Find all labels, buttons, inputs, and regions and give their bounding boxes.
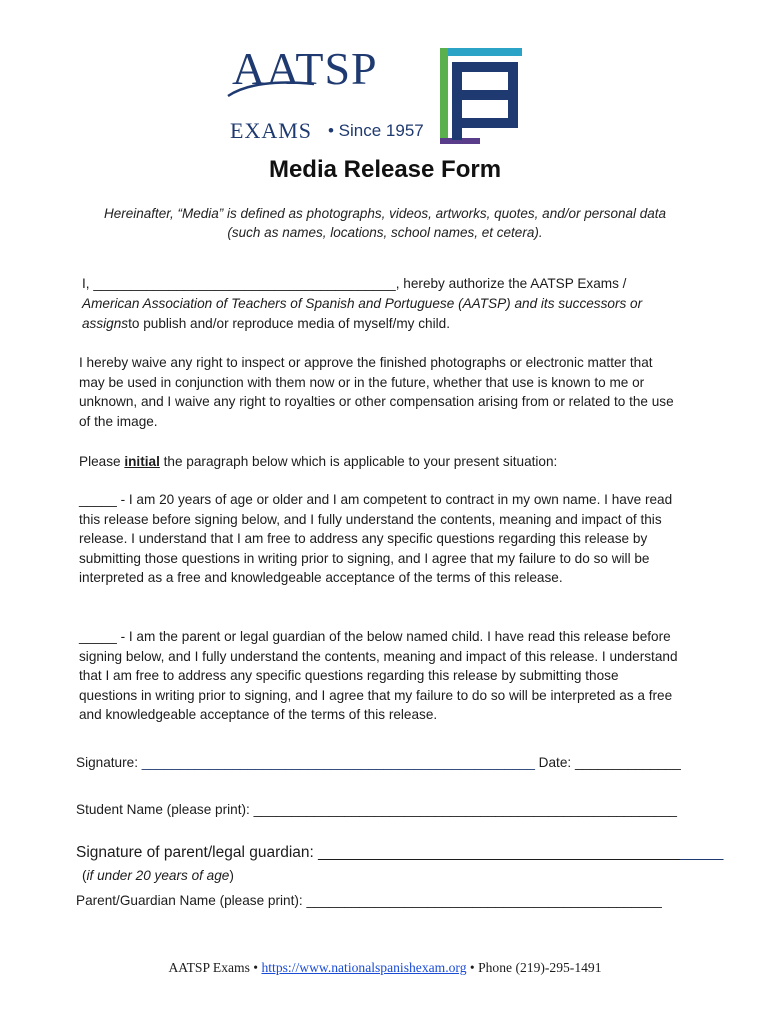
waiver-paragraph: I hereby waive any right to inspect or approve the finished photographs or electronic matter that may be used in conjunction with them now or in the future, whether that use is known to me or unknown, and I waive any right to royalties or other compensation arising from or related to the use of the image. bbox=[79, 355, 674, 429]
date-field[interactable]: ______________ bbox=[574, 755, 681, 770]
authorization-line-3 bbox=[82, 314, 682, 334]
instruction-initial: initial bbox=[124, 454, 160, 469]
media-definition: Hereinafter, “Media” is defined as photographs, videos, artworks, quotes, and/or personal data (such as names, locations, school names, et cetera). bbox=[103, 206, 667, 240]
guardian-signature-field-ext[interactable]: _____ bbox=[680, 844, 724, 861]
footer-website-link[interactable]: https://www.nationalspanishexam.org bbox=[261, 960, 467, 975]
note-close: ) bbox=[229, 868, 234, 883]
student-name-row bbox=[76, 802, 677, 817]
note-open: ( bbox=[82, 868, 87, 883]
guardian-note-text: if under 20 years of age bbox=[86, 868, 230, 883]
instruction-before: Please bbox=[79, 454, 125, 469]
logo-since-text: • Since 1957 bbox=[328, 121, 424, 140]
signature-field[interactable]: ____________________________________________________ bbox=[141, 755, 535, 770]
date-label: Date: bbox=[534, 755, 572, 770]
footer-phone: • Phone (219)-295-1491 bbox=[469, 960, 602, 975]
option-guardian-paragraph: _____ - I am the parent or legal guardian of the below named child. I have read this release before signing below, and I fully understand the contents, meaning and impact of this release. I understand that I am free to address any specific questions regarding this release by submitting those questions in writing prior to signing, and I agree that my failure to do so will be interpreted as a free and knowledgeable acceptance of the terms of this release. bbox=[79, 629, 678, 722]
student-name-label: Student Name (please print): bbox=[76, 802, 250, 817]
aatsp-exams-logo bbox=[226, 44, 526, 150]
initial-instruction bbox=[79, 452, 679, 472]
logo-e-mark-icon bbox=[440, 48, 524, 146]
authorization-line-2: American Association of Teachers of Spanish and Portuguese (AATSP) and its successors or bbox=[82, 296, 643, 311]
guardian-name-row bbox=[76, 893, 662, 908]
authorization-rest: to publish and/or reproduce media of myself/my child. bbox=[128, 316, 450, 331]
student-name-field[interactable]: ________________________________________________________ bbox=[253, 802, 677, 817]
logo-wordmark: AATSP bbox=[232, 43, 378, 94]
signature-row bbox=[76, 755, 681, 770]
guardian-signature-field[interactable]: __________________________________________ bbox=[318, 844, 681, 861]
signature-label: Signature: bbox=[76, 755, 138, 770]
logo-swoosh-icon bbox=[226, 74, 316, 104]
instruction-after: the paragraph below which is applicable to your present situation: bbox=[159, 454, 558, 469]
guardian-name-label: Parent/Guardian Name (please print): bbox=[76, 893, 303, 908]
guardian-signature-row bbox=[76, 844, 723, 862]
guardian-name-field[interactable]: _______________________________________________ bbox=[306, 893, 662, 908]
authorization-line-1: I, ________________________________________, hereby authorize the AATSP Exams / bbox=[82, 276, 627, 291]
guardian-note bbox=[82, 868, 234, 883]
footer bbox=[0, 960, 770, 976]
assigns-text: assigns bbox=[82, 316, 129, 331]
option-adult-paragraph: _____ - I am 20 years of age or older and I am competent to contract in my own name. I have read this release before signing below, and I fully understand the contents, meaning and impact of this release. I understand that I am free to address any specific questions regarding this release by submitting those questions in writing prior to signing, and I agree that my failure to do so will be interpreted as a free and knowledgeable acceptance of the terms of this release. bbox=[79, 492, 673, 585]
guardian-signature-label: Signature of parent/legal guardian: bbox=[76, 844, 314, 861]
page-title: Media Release Form bbox=[268, 156, 502, 183]
logo-exams-text: EXAMS bbox=[230, 118, 313, 143]
footer-org: AATSP Exams • bbox=[168, 960, 259, 975]
